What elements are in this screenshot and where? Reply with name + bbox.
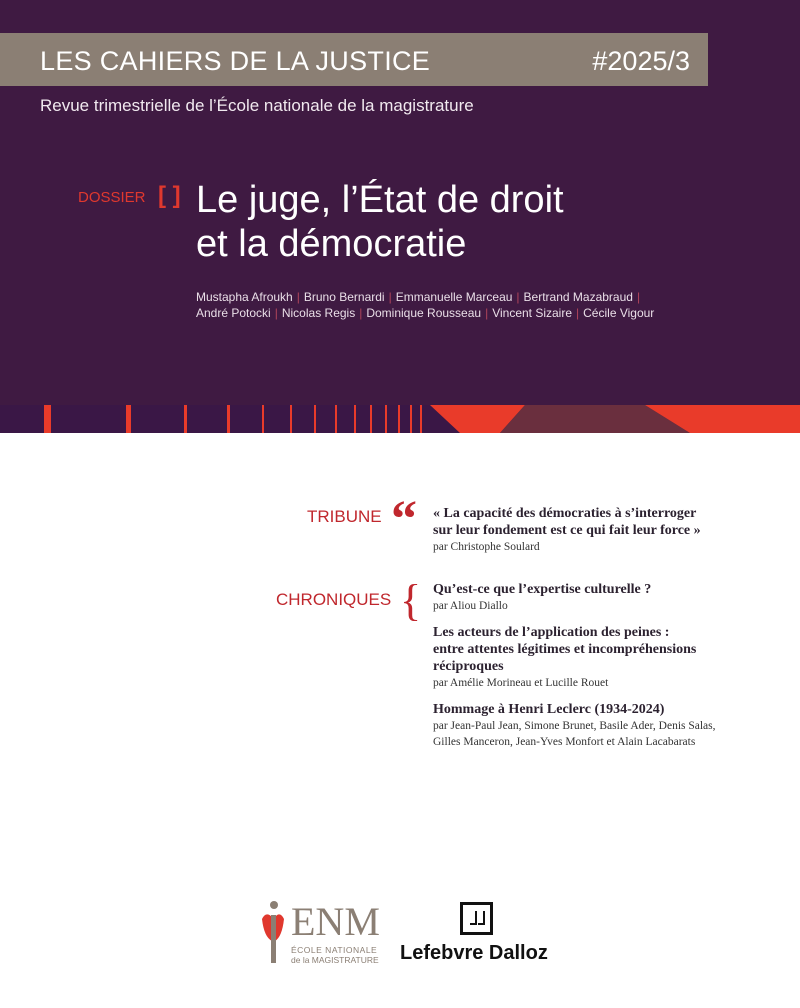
author: Mustapha Afroukh: [196, 290, 293, 304]
dossier-title-line: et la démocratie: [196, 223, 467, 265]
tribune-article: [433, 505, 701, 555]
issue-number: #2025/3: [592, 46, 690, 76]
enm-figure-icon: [258, 897, 288, 967]
article-title-line: Qu’est-ce que l’expertise culturelle ?: [433, 582, 652, 597]
enm-logo: [258, 897, 388, 967]
dossier-label: DOSSIER: [78, 189, 146, 206]
architecture-photo-strip: [0, 405, 800, 433]
dossier-title: [196, 178, 564, 266]
article-author: par Jean-Paul Jean, Simone Brunet, Basile Ader, Denis Salas,: [433, 720, 716, 732]
article-title-line: « La capacité des démocraties à s’interroger: [433, 506, 697, 521]
author: Emmanuelle Marceau: [395, 290, 513, 304]
enm-text: ENM: [291, 899, 380, 944]
article-title-line: entre attentes légitimes et incompréhensions: [433, 642, 697, 657]
article-author: par Aliou Diallo: [433, 600, 508, 612]
chronique-article: [433, 581, 651, 614]
author: Bertrand Mazabraud: [523, 290, 633, 304]
brace-icon: {: [400, 576, 422, 625]
ld-monogram-icon: [460, 902, 493, 935]
quote-icon: “: [391, 491, 417, 548]
chroniques-label: CHRONIQUES: [276, 590, 392, 609]
bracket-icon: [ ]: [158, 182, 181, 209]
enm-line: ÉCOLE NATIONALE: [291, 945, 378, 955]
tribune-label: TRIBUNE: [307, 507, 382, 526]
author: Dominique Rousseau: [366, 306, 482, 320]
author: Cécile Vigour: [583, 306, 655, 320]
author: Nicolas Regis: [281, 306, 356, 320]
author: Bruno Bernardi: [303, 290, 385, 304]
article-title-line: réciproques: [433, 659, 504, 674]
author: Vincent Sizaire: [492, 306, 573, 320]
chronique-article: [433, 624, 696, 691]
author: André Potocki: [196, 306, 271, 320]
dossier-authors: [196, 289, 654, 321]
journal-subtitle: Revue trimestrielle de l’École nationale de la magistrature: [40, 96, 474, 115]
article-title-line: sur leur fondement est ce qui fait leur force »: [433, 523, 701, 538]
enm-line: de la MAGISTRATURE: [291, 955, 379, 965]
article-author: Gilles Manceron, Jean-Yves Monfort et Alain Lacabarats: [433, 736, 696, 748]
authors-line: André Potocki | Nicolas Regis | Dominique Rousseau | Vincent Sizaire | Cécile Vigour: [196, 306, 655, 320]
dossier-title-line: Le juge, l’État de droit: [196, 179, 564, 221]
journal-title: LES CAHIERS DE LA JUSTICE: [40, 46, 431, 76]
publisher-name: Lefebvre Dalloz: [400, 942, 548, 964]
authors-line: Mustapha Afroukh | Bruno Bernardi | Emmanuelle Marceau | Bertrand Mazabraud |: [196, 290, 641, 304]
article-title-line: Hommage à Henri Leclerc (1934-2024): [433, 702, 665, 717]
lefebvre-dalloz-logo: [400, 902, 555, 966]
article-title-line: Les acteurs de l’application des peines :: [433, 625, 670, 640]
chronique-article: [433, 701, 716, 750]
article-author: par Christophe Soulard: [433, 541, 540, 553]
article-author: par Amélie Morineau et Lucille Rouet: [433, 677, 609, 689]
cover-header-area: [0, 0, 800, 405]
